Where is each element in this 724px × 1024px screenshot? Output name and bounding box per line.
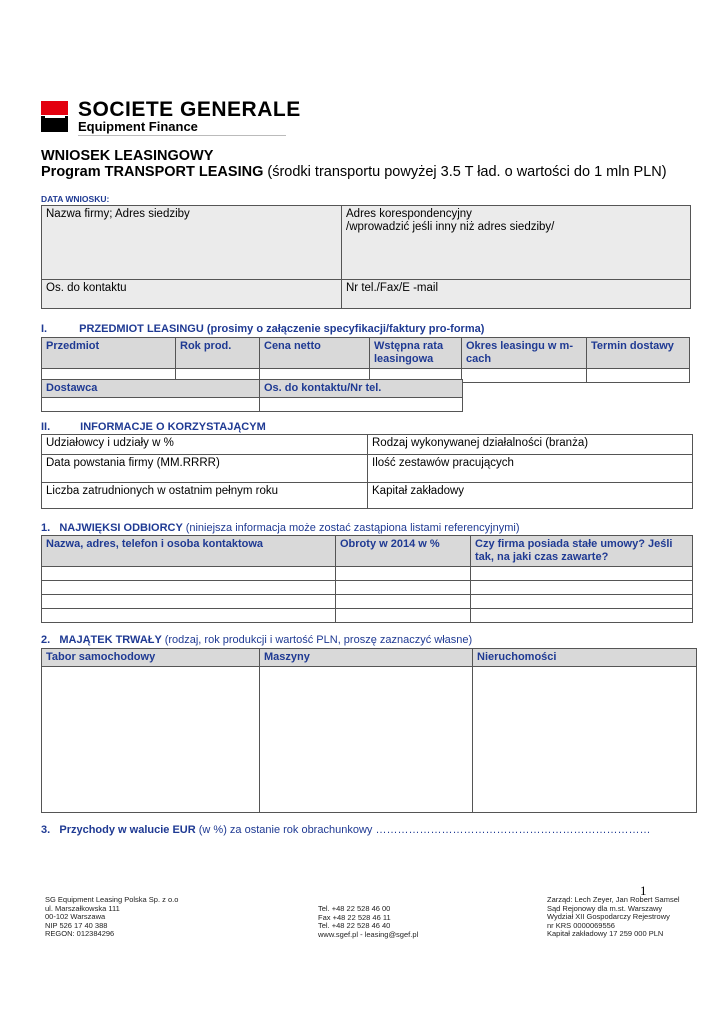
col-header-supplier-contact: Os. do kontaktu/Nr tel. (260, 380, 463, 398)
assets-table (41, 648, 697, 813)
client-row-1-turnover[interactable] (336, 567, 471, 581)
assets-heading: 2. MAJĄTEK TRWAŁY (rodzaj, rok produkcji i wartość PLN, proszę zaznaczyć własne) (41, 634, 473, 646)
col-header-year: Rok prod. (176, 338, 260, 369)
logo-subtitle: Equipment Finance (78, 119, 198, 134)
client-row-2-name[interactable] (42, 581, 336, 595)
col-header-supplier: Dostawca (42, 380, 260, 398)
lease-period-input[interactable] (462, 369, 587, 383)
revenue-line[interactable]: 3. Przychody w walucie EUR (w %) za ostanie rok obrachunkowy ………………………………………………………………… (41, 824, 651, 836)
client-row-4-name[interactable] (42, 609, 336, 623)
supplier-table (41, 379, 463, 412)
client-row-2-turnover[interactable] (336, 581, 471, 595)
contact-person-field[interactable]: Os. do kontaktu (42, 280, 342, 309)
program-name: Program TRANSPORT LEASING (41, 164, 264, 180)
client-row-4-contracts[interactable] (471, 609, 693, 623)
logo-divider (78, 135, 286, 136)
clients-table (41, 535, 693, 623)
col-header-contracts: Czy firma posiada stałe umowy? Jeśli tak, na jaki czas zawarte? (471, 536, 693, 567)
client-row-1-name[interactable] (42, 567, 336, 581)
working-sets-field[interactable]: Ilość zestawów pracujących (368, 455, 693, 483)
machines-input[interactable] (260, 667, 473, 813)
client-row-1-contracts[interactable] (471, 567, 693, 581)
client-row-3-turnover[interactable] (336, 595, 471, 609)
col-header-delivery-date: Termin dostawy (587, 338, 690, 369)
col-header-vehicles: Tabor samochodowy (42, 649, 260, 667)
client-row-2-contracts[interactable] (471, 581, 693, 595)
client-row-3-contracts[interactable] (471, 595, 693, 609)
societe-generale-logo-mark (41, 101, 68, 132)
page-number: 1 (640, 883, 647, 898)
share-capital-field[interactable]: Kapitał zakładowy (368, 483, 693, 509)
company-name-address-field[interactable]: Nazwa firmy; Adres siedziby (42, 206, 342, 280)
col-header-machines: Maszyny (260, 649, 473, 667)
col-header-item: Przedmiot (42, 338, 176, 369)
program-description: (środki transportu powyżej 3.5 T ład. o wartości do 1 mln PLN) (267, 164, 667, 180)
section-1-heading: I. PRZEDMIOT LEASINGU (prosimy o załączenie specyfikacji/faktury pro-forma) (41, 323, 485, 335)
vehicles-input[interactable] (42, 667, 260, 813)
client-row-4-turnover[interactable] (336, 609, 471, 623)
col-header-initial-installment: Wstępna rata leasingowa (370, 338, 462, 369)
section-2-heading: II. INFORMACJE O KORZYSTAJĄCYM (41, 421, 266, 433)
document-subtitle (41, 164, 667, 180)
date-label: DATA WNIOSKU: (41, 194, 110, 204)
delivery-date-input[interactable] (587, 369, 690, 383)
leasing-object-table (41, 337, 690, 383)
employees-field[interactable]: Liczba zatrudnionych w ostatnim pełnym roku (42, 483, 368, 509)
supplier-input[interactable] (42, 398, 260, 412)
business-type-field[interactable]: Rodzaj wykonywanej działalności (branża) (368, 435, 693, 455)
real-estate-input[interactable] (473, 667, 697, 813)
document-title: WNIOSEK LEASINGOWY (41, 148, 214, 164)
col-header-turnover: Obroty w 2014 w % (336, 536, 471, 567)
clients-heading: 1. NAJWIĘKSI ODBIORCY (niniejsza informacja może zostać zastąpiona listami referencyjnymi) (41, 522, 520, 534)
footer-registration-info: Zarząd: Lech Zeyer, Jan Robert Samsel Sąd Rejonowy dla m.st. Warszawy Wydział XII Gospodarczy Rejestrowy nr KRS 0000069556 Kapitał zakładowy 17 259 000 PLN (547, 895, 680, 938)
col-header-lease-period: Okres leasingu w m-cach (462, 338, 587, 369)
footer-company-info: SG Equipment Leasing Polska Sp. z o.o ul. Marszałkowska 111 00-102 Warszawa NIP 526 17 40 388 REGON: 012384296 (45, 895, 179, 938)
supplier-contact-input[interactable] (260, 398, 463, 412)
col-header-client-name: Nazwa, adres, telefon i osoba kontaktowa (42, 536, 336, 567)
correspondence-address-field[interactable]: Adres korespondencyjny /wprowadzić jeśli inny niż adres siedziby/ (342, 206, 691, 280)
logo-company-name: SOCIETE GENERALE (78, 98, 301, 121)
founding-date-field[interactable]: Data powstania firmy (MM.RRRR) (42, 455, 368, 483)
lessee-info-table (41, 434, 693, 509)
company-table (41, 205, 691, 309)
phone-fax-email-field[interactable]: Nr tel./Fax/E -mail (342, 280, 691, 309)
shareholders-field[interactable]: Udziałowcy i udziały w % (42, 435, 368, 455)
client-row-3-name[interactable] (42, 595, 336, 609)
col-header-net-price: Cena netto (260, 338, 370, 369)
footer-contact-info: Tel. +48 22 528 46 00 Fax +48 22 528 46 11 Tel. +48 22 528 46 40 www.sgef.pl - leasing@sgef.pl (318, 904, 419, 939)
col-header-real-estate: Nieruchomości (473, 649, 697, 667)
